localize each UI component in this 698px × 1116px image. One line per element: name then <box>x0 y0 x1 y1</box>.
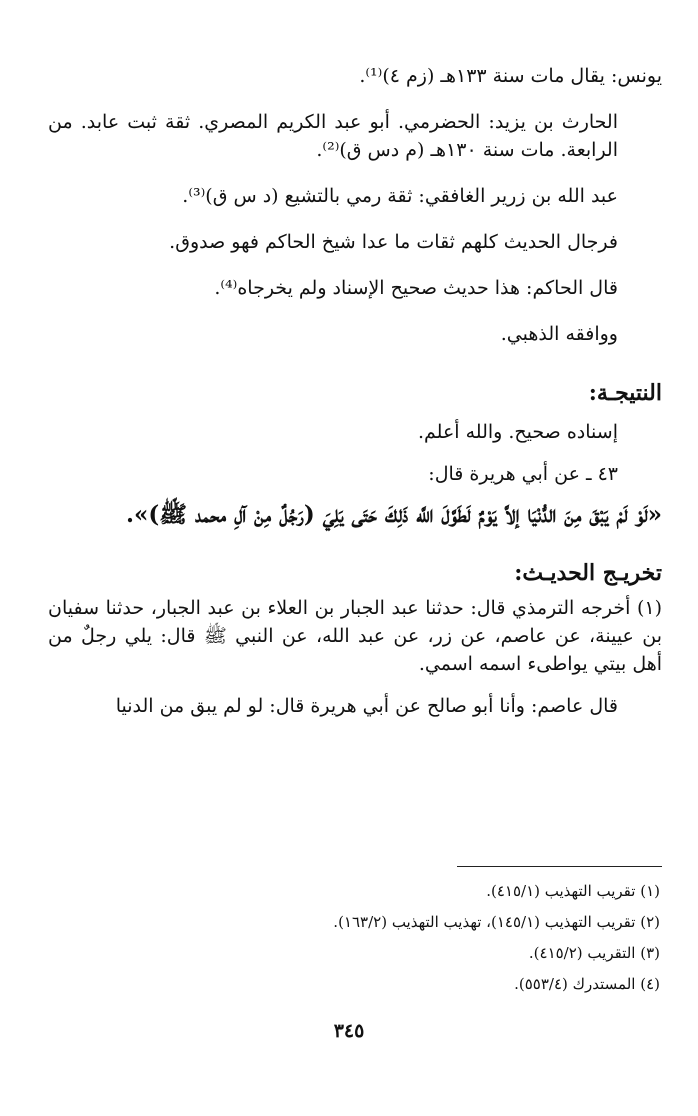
footnotes <box>48 876 662 1000</box>
footnote-3: (٣) التقريب (٤١٥/٢). <box>528 944 660 962</box>
footnote-divider <box>457 866 662 867</box>
takhrij-heading: تخريـج الحديـث: <box>514 560 662 586</box>
result-text: إسناده صحيح. والله أعلم. <box>417 421 618 443</box>
hakim-statement: قال الحاكم: هذا حديث صحيح الإسناد ولم يخرجاه⁽⁴⁾. <box>214 277 618 299</box>
footnote-1: (١) تقريب التهذيب (٤١٥/١). <box>486 882 660 900</box>
takhrij-asim: قال عاصم: وأنا أبو صالح عن أبي هريرة قال: لو لم يبق من الدنيا <box>115 695 618 717</box>
grading-narrators: فرجال الحديث كلهم ثقات ما عدا شيخ الحاكم فهو صدوق. <box>169 231 618 253</box>
footnote-4: (٤) المستدرك (٥٥٣/٤). <box>514 975 660 993</box>
page-body <box>48 62 662 720</box>
result-heading: النتيجـة: <box>588 380 662 406</box>
takhrij-tirmidhi: (١) أخرجه الترمذي قال: حدثنا عبد الجبار بن العلاء بن عبد الجبار، حدثنا سفيان بن عيينة، عن عاصم، عن زر، عن عبد الله، عن النبي ﷺ قال: يلي رجلٌ من أهل بيتي يواطىء اسمه اسمي. <box>48 597 662 675</box>
hadith-text: «لَوْ لَمْ يَبْقَ مِنَ الدُّنْيَا إلاَّ يَوْمٌ لَطَوَّلَ اللَّه ذَلِكَ حَتَى يَلِيَ (رَجُلٌ مِنْ آلِ محمد ﷺ)». <box>126 501 662 528</box>
narrator-yunus: يونس: يقال مات سنة ١٣٣هـ (زم ٤)⁽¹⁾. <box>359 65 662 87</box>
page-number: ٣٤٥ <box>333 1020 365 1042</box>
narrator-abdullah: عبد الله بن زرير الغافقي: ثقة رمي بالتشيع (د س ق)⁽³⁾. <box>182 185 618 207</box>
hadith-intro: ٤٣ ـ عن أبي هريرة قال: <box>428 463 618 485</box>
dhahabi-agreement: ووافقه الذهبي. <box>500 323 618 345</box>
narrator-harith: الحارث بن يزيد: الحضرمي. أبو عبد الكريم المصري. ثقة ثبت عابد. من الرابعة. مات سنة ١٣٠هـ (م دس ق)⁽²⁾. <box>48 111 618 161</box>
footnote-2: (٢) تقريب التهذيب (١٤٥/١)، تهذيب التهذيب (١٦٣/٢). <box>333 913 660 931</box>
